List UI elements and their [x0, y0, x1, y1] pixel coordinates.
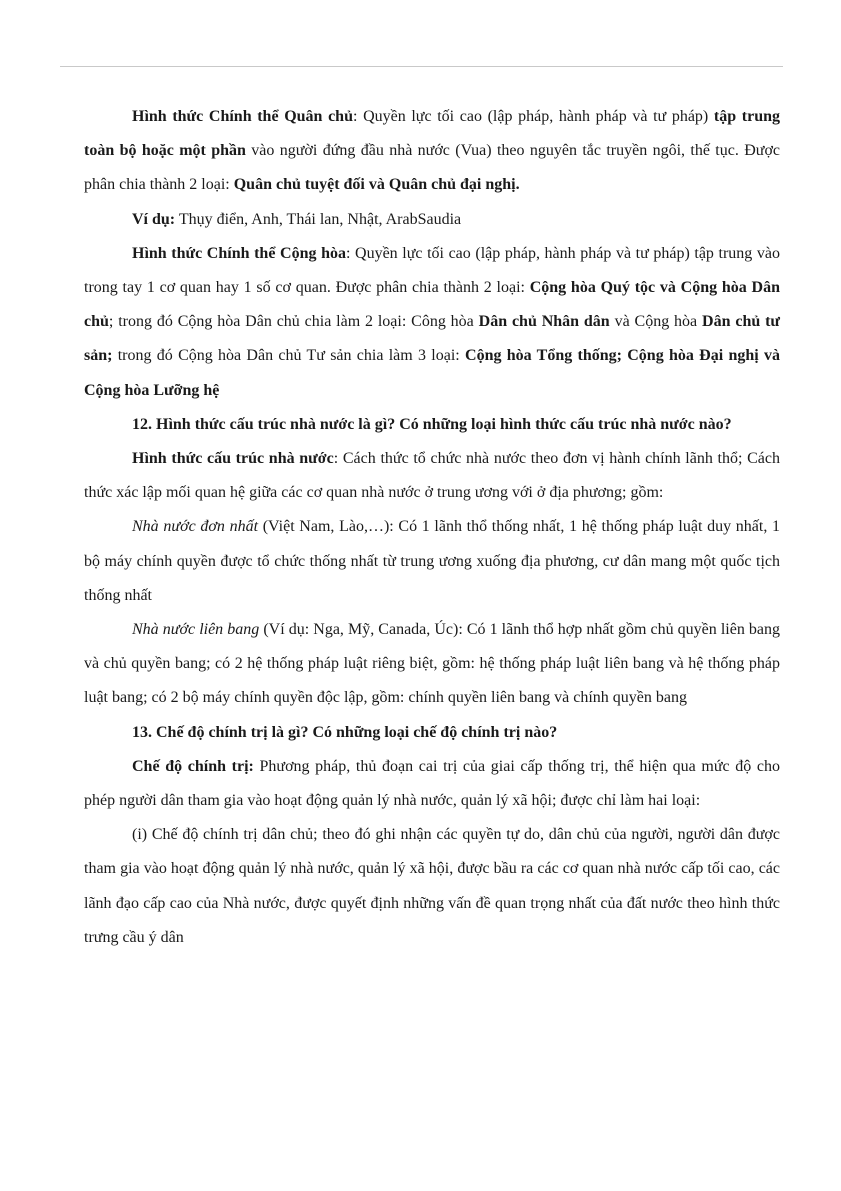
- question-13: 13. Chế độ chính trị là gì? Có những loại chế độ chính trị nào?: [132, 723, 558, 741]
- term-example: Ví dụ:: [132, 210, 176, 228]
- term-political-regime: Chế độ chính trị:: [132, 757, 254, 775]
- paragraph-state-structure: Hình thức cấu trúc nhà nước: Cách thức tổ chức nhà nước theo đơn vị hành chính lãnh thổ; Cách thức xác lập mối quan hệ giữa các cơ quan nhà nước ở trung ương với ở địa phương; gồm:: [84, 450, 780, 502]
- question-12: 12. Hình thức cấu trúc nhà nước là gì? Có những loại hình thức cấu trúc nhà nước nào?: [132, 415, 732, 433]
- header-divider: [60, 66, 783, 67]
- term-state-structure: Hình thức cấu trúc nhà nước: [132, 450, 334, 468]
- paragraph-unitary-state: Nhà nước đơn nhất (Việt Nam, Lào,…): Có 1 lãnh thổ thống nhất, 1 hệ thống pháp luật duy nhất, 1 bộ máy chính quyền được tổ chức thống nhất từ trung ương xuống địa phương, cư dân mang một quốc tịch thống nhất: [84, 518, 780, 604]
- paragraph-political-regime: Chế độ chính trị: Phương pháp, thủ đoạn cai trị của giai cấp thống trị, thể hiện qua mức độ cho phép người dân tham gia vào hoạt động quản lý nhà nước, quản lý xã hội; được chỉ làm hai loại:: [84, 757, 780, 810]
- paragraph-democratic-regime: (i) Chế độ chính trị dân chủ; theo đó ghi nhận các quyền tự do, dân chủ của người, người dân được tham gia vào hoạt động quản lý nhà nước, quản lý xã hội, được bầu ra các cơ quan nhà nước cấp tối cao, các lãnh đạo cấp cao của Nhà nước, được quyết định những vấn đề quan trọng nhất của đất nước theo hình thức trưng cầu ý dân: [84, 826, 780, 946]
- document-body: [84, 100, 780, 955]
- paragraph-republic: Hình thức Chính thể Cộng hòa: Quyền lực tối cao (lập pháp, hành pháp và tư pháp) tập trung vào trong tay 1 cơ quan hay 1 số cơ quan. Được phân chia thành 2 loại: Cộng hòa Quý tộc và Cộng hòa Dân chủ; trong đó Cộng hòa Dân chủ chia làm 2 loại: Công hòa Dân chủ Nhân dân và Cộng hòa Dân chủ tư sản; trong đó Cộng hòa Dân chủ Tư sản chia làm 3 loại: Cộng hòa Tổng thống; Cộng hòa Đại nghị và Cộng hòa Lưỡng hệ: [84, 244, 781, 399]
- term-federal-state: Nhà nước liên bang: [132, 621, 260, 639]
- paragraph-monarchy: Hình thức Chính thể Quân chủ: Quyền lực tối cao (lập pháp, hành pháp và tư pháp) tập trung toàn bộ hoặc một phần vào người đứng đầu nhà nước (Vua) theo nguyên tắc truyền ngôi, thế tục. Được phân chia thành 2 loại: Quân chủ tuyệt đối và Quân chủ đại nghị.: [84, 108, 781, 194]
- term-unitary-state: Nhà nước đơn nhất: [132, 518, 259, 536]
- term-republic: Hình thức Chính thể Cộng hòa: [132, 244, 346, 262]
- paragraph-federal-state: Nhà nước liên bang (Ví dụ: Nga, Mỹ, Canada, Úc): Có 1 lãnh thổ hợp nhất gồm chủ quyền liên bang và chủ quyền bang; có 2 hệ thống pháp luật riêng biệt, gồm: hệ thống pháp luật liên bang và hệ thống pháp luật bang; có 2 bộ máy chính quyền độc lập, gồm: chính quyền liên bang và chính quyền bang: [84, 621, 781, 707]
- paragraph-example: Ví dụ: Thụy điển, Anh, Thái lan, Nhật, ArabSaudia: [132, 210, 462, 228]
- term-monarchy: Hình thức Chính thể Quân chủ: [132, 108, 353, 125]
